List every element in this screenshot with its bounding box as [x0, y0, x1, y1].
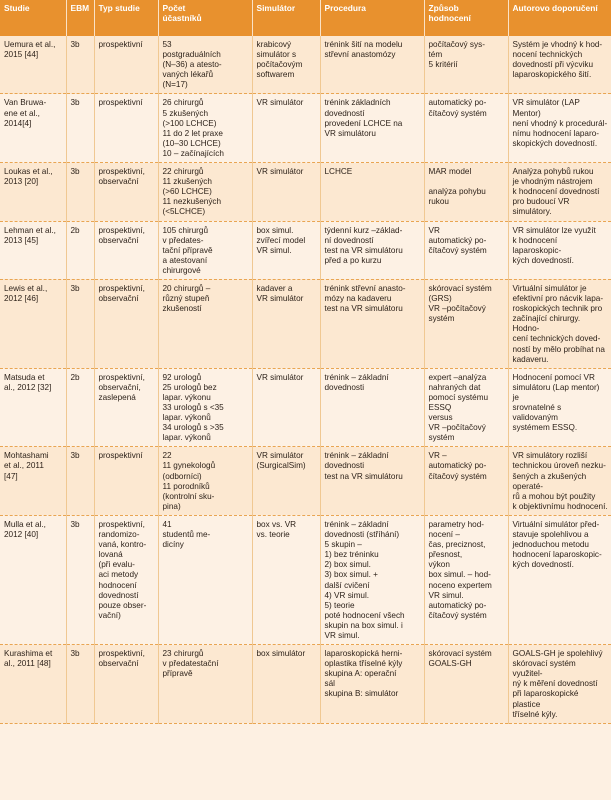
participants-cell: 92 urologů 25 urologů bez lapar. výkonu 33 urologů s <35 lapar. výkonů 34 urologů s >35 lapar. výkonů: [158, 368, 252, 447]
study-cell: Kurashima et al., 2011 [48]: [0, 645, 66, 724]
study-type-cell: prospektivní: [94, 447, 158, 516]
table-row: [0, 221, 611, 279]
header-recommendation: Autorovo doporučení: [508, 0, 611, 36]
study-cell: Lehman et al., 2013 [45]: [0, 221, 66, 279]
procedure-cell: trénink – základní dovednosti test na VR simulátoru: [320, 447, 424, 516]
study-type-cell: prospektivní: [94, 36, 158, 94]
participants-cell: 105 chirurgů v předates- tační přípravě a atestovaní chirurgové: [158, 221, 252, 279]
recommendation-cell: Virtuální simulátor je efektivní pro nácvik lapa- roskopických technik pro začínající chirurgy. Hodno- cení technických doved- ností by mělo probíhat na kadaveru.: [508, 279, 611, 368]
simulator-cell: VR simulátor: [252, 163, 320, 221]
simulator-cell: krabicový simulátor s počítačovým softwarem: [252, 36, 320, 94]
table-row: [0, 163, 611, 221]
participants-cell: 53 postgraduálních (N–36) a atesto- vaných lékařů (N=17): [158, 36, 252, 94]
procedure-cell: trénink – základní dovednosti: [320, 368, 424, 447]
table-row: [0, 94, 611, 163]
recommendation-cell: Virtuální simulátor před- stavuje spolehlivou a jednoduchou metodu hodnocení laparoskopic- kých dovedností.: [508, 515, 611, 644]
participants-cell: 41 studentů me- dicíny: [158, 515, 252, 644]
table-header-row: [0, 0, 611, 36]
ebm-cell: 3b: [66, 279, 94, 368]
participants-cell: 23 chirurgů v předatestační přípravě: [158, 645, 252, 724]
table-row: [0, 447, 611, 516]
participants-cell: 26 chirurgů 5 zkušených (>100 LCHCE) 11 do 2 let praxe (10–30 LCHCE) 10 – začínajících: [158, 94, 252, 163]
study-cell: Mohtashami et al., 2011 [47]: [0, 447, 66, 516]
table-row: [0, 515, 611, 644]
study-cell: Lewis et al., 2012 [46]: [0, 279, 66, 368]
table-row: [0, 645, 611, 724]
header-study: Studie: [0, 0, 66, 36]
study-type-cell: prospektivní, observační: [94, 279, 158, 368]
header-procedure: Procedura: [320, 0, 424, 36]
participants-cell: 20 chirurgů – různý stupeň zkušeností: [158, 279, 252, 368]
recommendation-cell: Hodnocení pomocí VR simulátoru (Lap mentor) je srovnatelné s validovaným systémem ESSQ.: [508, 368, 611, 447]
ebm-cell: 3b: [66, 36, 94, 94]
evaluation-cell: skórovací systém GOALS-GH: [424, 645, 508, 724]
header-simulator: Simulátor: [252, 0, 320, 36]
evaluation-cell: skórovací systém (GRS) VR –počítačový systém: [424, 279, 508, 368]
simulator-cell: kadaver a VR simulátor: [252, 279, 320, 368]
ebm-cell: 3b: [66, 645, 94, 724]
recommendation-cell: VR simulátor lze využít k hodnocení laparoskopic- kých dovedností.: [508, 221, 611, 279]
recommendation-cell: VR simulátor (LAP Mentor) není vhodný k procedurál- nímu hodnocení laparo- skopických dovedností.: [508, 94, 611, 163]
study-cell: Matsuda et al., 2012 [32]: [0, 368, 66, 447]
study-cell: Van Bruwa- ene et al., 2014[4]: [0, 94, 66, 163]
evaluation-cell: VR – automatický po- čítačový systém: [424, 447, 508, 516]
procedure-cell: trénink – základní dovednosti (stříhání) 5 skupin – 1) bez tréninku 2) box simul. 3) box simul. + další cvičení 4) VR simul. 5) teorie poté hodnocení všech skupin na box simul. i VR simul.: [320, 515, 424, 644]
ebm-cell: 2b: [66, 368, 94, 447]
header-participants: Počet účastníků: [158, 0, 252, 36]
simulator-cell: VR simulátor (SurgicalSim): [252, 447, 320, 516]
procedure-cell: týdenní kurz –základ- ní dovedností test na VR simulátoru před a po kurzu: [320, 221, 424, 279]
ebm-cell: 3b: [66, 94, 94, 163]
header-ebm: EBM: [66, 0, 94, 36]
evaluation-cell: počítačový sys- tém 5 kritérií: [424, 36, 508, 94]
study-type-cell: prospektivní, observační: [94, 163, 158, 221]
procedure-cell: trénink základních dovedností provedení LCHCE na VR simulátoru: [320, 94, 424, 163]
recommendation-cell: Analýza pohybů rukou je vhodným nástrojem k hodnocení dovedností pro budoucí VR simulátory.: [508, 163, 611, 221]
table-row: [0, 368, 611, 447]
participants-cell: 22 11 gynekologů (odborníci) 11 porodníků (kontrolní sku- pina): [158, 447, 252, 516]
participants-cell: 22 chirurgů 11 zkušených (>60 LCHCE) 11 nezkušených (<5LCHCE): [158, 163, 252, 221]
header-evaluation: Způsob hodnocení: [424, 0, 508, 36]
evaluation-cell: automatický po- čítačový systém: [424, 94, 508, 163]
procedure-cell: trénink střevní anasto- mózy na kadaveru test na VR simulátoru: [320, 279, 424, 368]
table-row: [0, 279, 611, 368]
simulator-cell: VR simulátor: [252, 368, 320, 447]
simulator-cell: box vs. VR vs. teorie: [252, 515, 320, 644]
study-type-cell: prospektivní: [94, 94, 158, 163]
recommendation-cell: GOALS-GH je spolehlivý skórovací systém využitel- ný k měření dovedností při laparoskopické plastice tříselné kýly.: [508, 645, 611, 724]
study-type-cell: prospektivní, observační, zaslepená: [94, 368, 158, 447]
table-row: [0, 36, 611, 94]
study-cell: Mulla et al., 2012 [40]: [0, 515, 66, 644]
ebm-cell: 2b: [66, 221, 94, 279]
ebm-cell: 3b: [66, 163, 94, 221]
study-type-cell: prospektivní, randomizo- vaná, kontro- lovaná (při evalu- aci metody hodnocení dovedností pouze obser- vační): [94, 515, 158, 644]
evaluation-cell: expert –analýza nahraných dat pomocí systému ESSQ versus VR –počítačový systém: [424, 368, 508, 447]
evaluation-cell: parametry hod- nocení – čas, preciznost, přesnost, výkon box simul. – hod- noceno expertem VR simul. automatický po- čítačový systém: [424, 515, 508, 644]
simulator-cell: box simulátor: [252, 645, 320, 724]
study-cell: Loukas et al., 2013 [20]: [0, 163, 66, 221]
study-cell: Uemura et al., 2015 [44]: [0, 36, 66, 94]
simulator-cell: VR simulátor: [252, 94, 320, 163]
header-study-type: Typ studie: [94, 0, 158, 36]
simulator-cell: box simul. zvířecí model VR simul.: [252, 221, 320, 279]
study-type-cell: prospektivní, observační: [94, 221, 158, 279]
procedure-cell: laparoskopická herni- oplastika tříselné kýly skupina A: operační sál skupina B: simulátor: [320, 645, 424, 724]
recommendation-cell: VR simulátory rozliší technickou úroveň nezku- šených a zkušených operaté- rů a mohou být použity k objektivnímu hodnocení.: [508, 447, 611, 516]
procedure-cell: LCHCE: [320, 163, 424, 221]
evaluation-cell: VR automatický po- čítačový systém: [424, 221, 508, 279]
study-type-cell: prospektivní, observační: [94, 645, 158, 724]
recommendation-cell: Systém je vhodný k hod- nocení technických dovedností při výcviku laparoskopického šití.: [508, 36, 611, 94]
evaluation-cell: MAR model analýza pohybu rukou: [424, 163, 508, 221]
ebm-cell: 3b: [66, 515, 94, 644]
ebm-cell: 3b: [66, 447, 94, 516]
procedure-cell: trénink šití na modelu střevní anastomózy: [320, 36, 424, 94]
